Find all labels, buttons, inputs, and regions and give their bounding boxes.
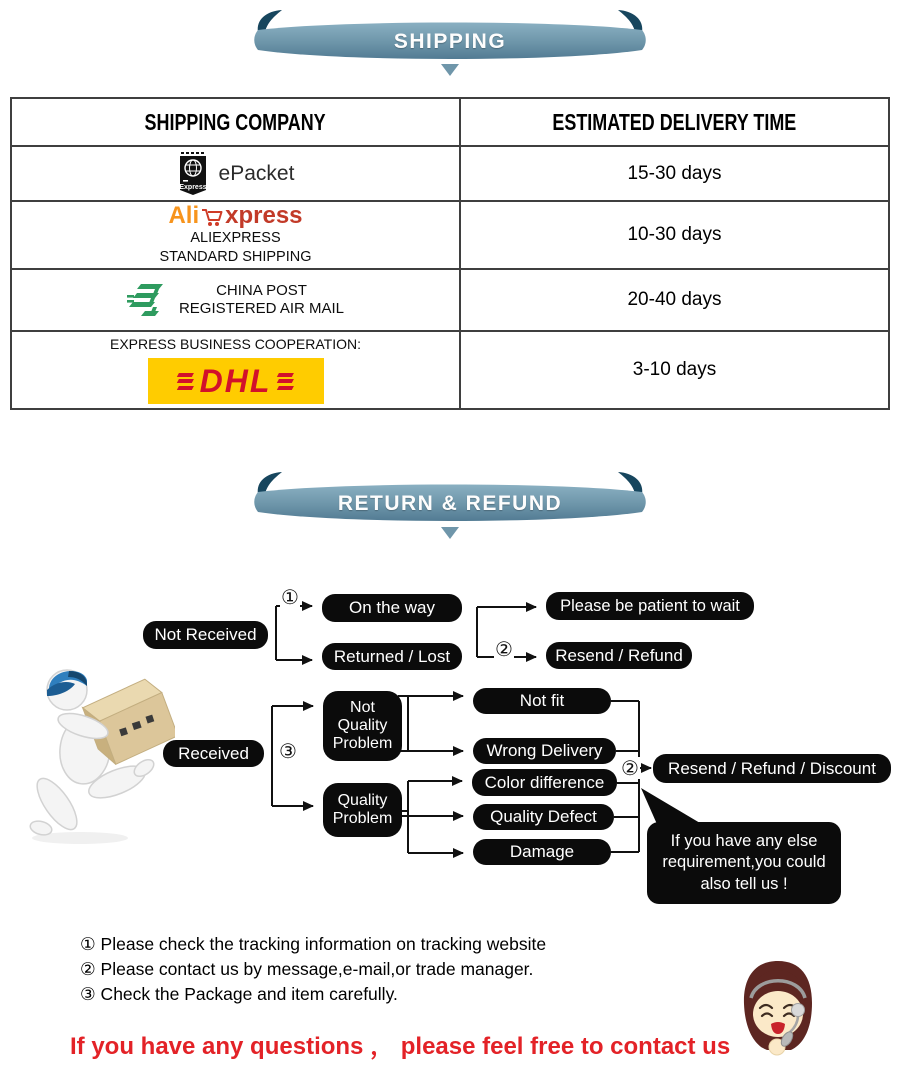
table-row-china-post (11, 269, 889, 331)
aliexpress-logo (168, 201, 303, 229)
epacket-label: ePacket (218, 161, 295, 185)
note-2: ② Please contact us by message,e-mail,or trade manager. (80, 959, 534, 979)
note-3: ③ Check the Package and item carefully. (80, 984, 398, 1004)
return-refund-banner (250, 468, 650, 528)
express-cooperation-label: EXPRESS BUSINESS COOPERATION: (109, 336, 362, 352)
china-post-line2: REGISTERED AIR MAIL (178, 300, 345, 317)
china-post-line1: CHINA POST (216, 282, 307, 299)
speech-bubble-line2: requirement,you could (662, 853, 826, 872)
epacket-badge-text: Express (178, 183, 207, 191)
column-header-delivery-time: ESTIMATED DELIVERY TIME (552, 108, 797, 135)
table-row-dhl (11, 331, 889, 409)
flow-box-please-wait: Please be patient to wait (546, 592, 754, 620)
shipping-banner-title: SHIPPING (393, 30, 507, 53)
return-refund-banner-title: RETURN & REFUND (337, 492, 563, 515)
aliexpress-logo-xpress: xpress (225, 201, 303, 229)
flow-box-damage: Damage (473, 839, 611, 865)
shipping-banner (250, 6, 650, 66)
flow-marker-3: ③ (279, 740, 297, 763)
cart-icon (200, 206, 224, 228)
dhl-wordmark: DHL (199, 363, 272, 399)
flow-marker-1: ① (281, 586, 299, 609)
flow-box-color-difference: Color difference (472, 769, 617, 796)
service-girl-illustration (737, 958, 819, 1062)
china-post-delivery-time: 20-40 days (627, 289, 722, 310)
shipping-table (10, 97, 890, 410)
flow-box-returned-lost: Returned / Lost (322, 643, 462, 670)
flow-box-not-fit: Not fit (473, 688, 611, 714)
dhl-stripes-left-icon (178, 373, 193, 390)
aliexpress-line2: STANDARD SHIPPING (159, 249, 312, 265)
speech-bubble (647, 822, 841, 904)
flow-box-not-quality-problem: Not Quality Problem (323, 691, 402, 761)
table-header-row (11, 98, 889, 146)
aliexpress-logo-ali: Ali (168, 201, 200, 229)
aliexpress-line1: ALIEXPRESS (190, 229, 281, 246)
dhl-logo (148, 358, 324, 404)
dhl-stripes-right-icon (278, 373, 293, 390)
table-row-epacket (11, 146, 889, 201)
speech-bubble-line3: also tell us ! (700, 874, 788, 893)
flow-marker-2b: ② (621, 757, 639, 780)
notes-block (80, 932, 546, 1007)
flow-box-wrong-delivery: Wrong Delivery (473, 738, 616, 764)
down-triangle-icon (441, 64, 459, 76)
contact-message: If you have any questions ， please feel free to contact us (70, 1033, 731, 1060)
flow-marker-2: ② (495, 638, 513, 661)
flow-box-resend-refund-discount: Resend / Refund / Discount (653, 754, 891, 783)
epacket-delivery-time: 15-30 days (627, 162, 722, 184)
note-1: ① Please check the tracking information on tracking website (80, 934, 547, 954)
flow-box-on-the-way: On the way (322, 594, 462, 622)
flow-box-received: Received (163, 740, 264, 767)
flow-box-quality-defect: Quality Defect (473, 804, 614, 830)
dhl-delivery-time: 3-10 days (632, 359, 717, 380)
aliexpress-delivery-time: 10-30 days (627, 224, 722, 245)
china-post-logo-icon (127, 280, 169, 320)
table-row-aliexpress (11, 201, 889, 269)
delivery-man-illustration (5, 652, 175, 847)
flow-box-resend-refund: Resend / Refund (546, 642, 692, 669)
flow-box-not-received: Not Received (143, 621, 268, 649)
column-header-shipping-company: SHIPPING COMPANY (144, 108, 327, 135)
flow-box-quality-problem: Quality Problem (323, 783, 402, 837)
down-triangle-icon (441, 527, 459, 539)
speech-bubble-line1: If you have any else (670, 831, 818, 850)
epacket-logo-icon (177, 151, 209, 197)
